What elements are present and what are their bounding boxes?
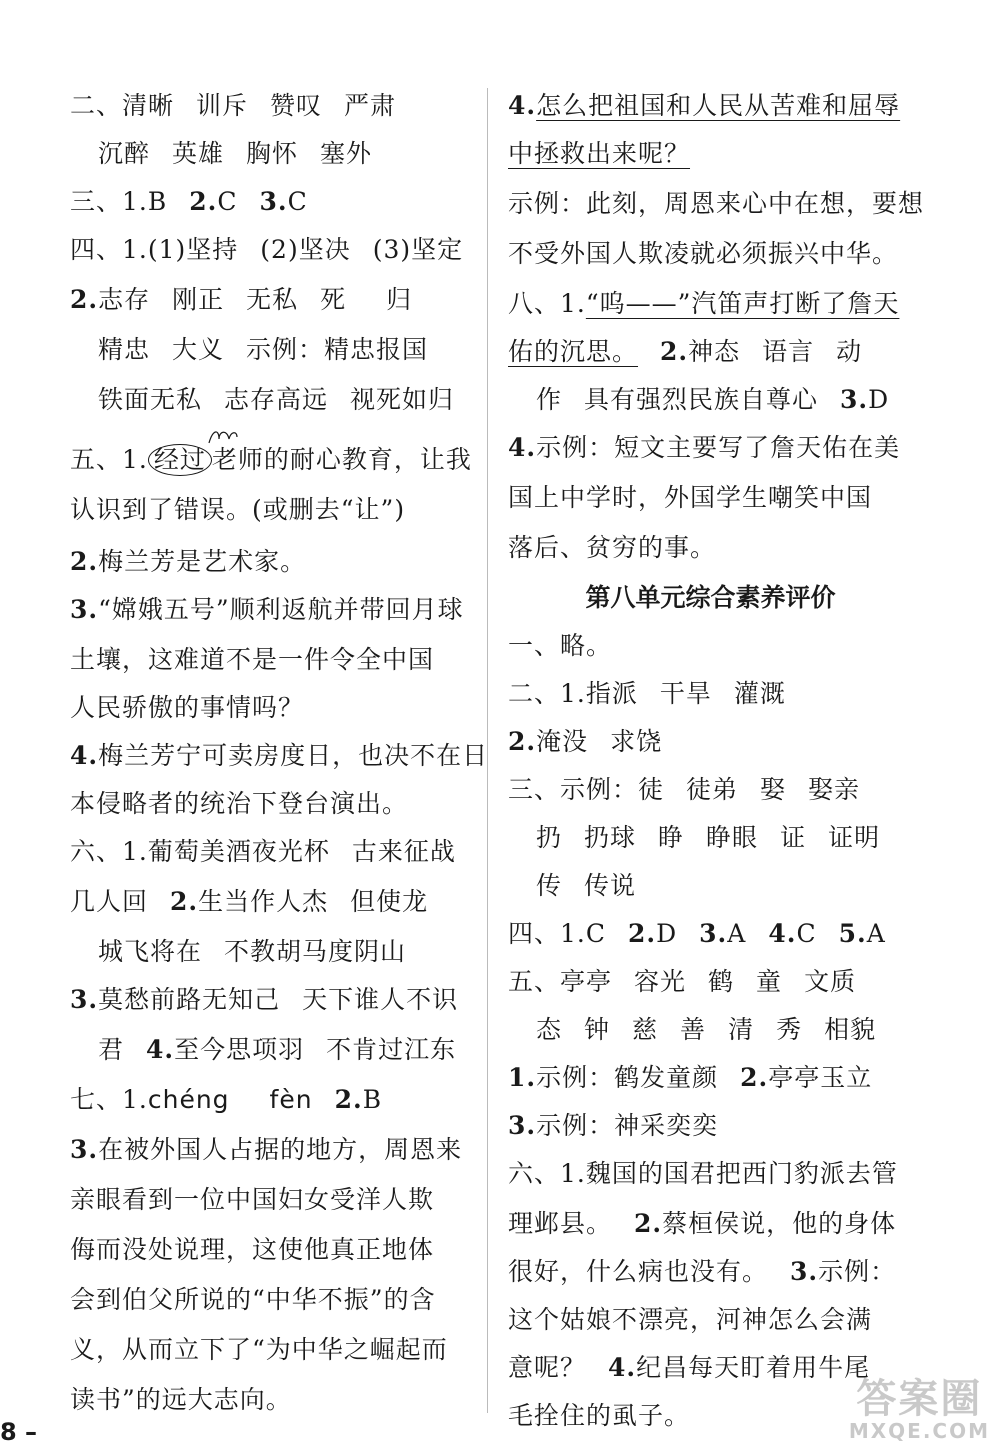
- answer-line: 3.“嫦娥五号”顺利返航并带回月球: [70, 595, 464, 624]
- answer-line: 精忠 大义 示例：精忠报国: [98, 335, 429, 364]
- answer-line: 六、1.魏国的国君把西门豹派去管: [508, 1159, 898, 1188]
- answer-line: 佑的沉思。 2.神态 语言 动: [508, 337, 863, 366]
- answer-line: 意呢？ 4.纪昌每天盯着用牛尾: [508, 1353, 871, 1382]
- answer-line: 沉醉 英雄 胸怀 塞外: [98, 139, 373, 168]
- answer-line: 一、略。: [508, 631, 613, 660]
- answer-line: 认识到了错误。(或删去“让”): [70, 495, 406, 524]
- answer-line: 中拯救出来呢？: [508, 139, 691, 168]
- answer-line: 作 具有强烈民族自尊心 3.D: [536, 385, 890, 414]
- answer-line: 人民骄傲的事情吗？: [70, 693, 305, 722]
- answer-line: 本侵略者的统治下登台演出。: [70, 789, 409, 818]
- answer-line: 传 传说: [536, 871, 637, 900]
- answer-line: 读书”的远大志向。: [70, 1385, 292, 1414]
- answer-line: 君 4.至今思项羽 不肯过江东: [98, 1035, 457, 1064]
- answer-line: 七、1.chéng fèn 2.B: [70, 1085, 383, 1114]
- answer-line: 会到伯父所说的“中华不振”的含: [70, 1285, 436, 1314]
- answer-line: 五、1. 经过 老师的耐心教育，让我: [70, 436, 472, 484]
- answer-line: 4.怎么把祖国和人民从苦难和屈辱: [508, 91, 901, 120]
- answer-line: 四、1.C 2.D 3.A 4.C 5.A: [508, 919, 886, 948]
- answer-line: 扔 扔球 睁 睁眼 证 证明: [536, 823, 881, 852]
- answer-line: 三、示例：徒 徒弟 娶 娶亲: [508, 775, 861, 804]
- answer-line: 二、1.指派 干旱 灌溉: [508, 679, 786, 708]
- watermark-logo: 答案圈 MXQE.COM: [848, 1376, 990, 1443]
- answer-line: 理邺县。 2.蔡桓侯说，他的身体: [508, 1209, 897, 1238]
- page-number: 8 –: [0, 1418, 38, 1446]
- answer-line: 四、1.(1)坚持 (2)坚决 (3)坚定: [70, 235, 464, 264]
- answer-line: 4.示例：短文主要写了詹天佑在美: [508, 433, 901, 462]
- section-heading: 第八单元综合素养评价: [585, 583, 836, 612]
- answer-line: 铁面无私 志存高远 视死如归: [98, 385, 455, 414]
- answer-line: 态 钟 慈 善 清 秀 相貌: [536, 1015, 877, 1044]
- answer-line: 义，从而立下了“为中华之崛起而: [70, 1335, 448, 1364]
- answer-line: 3.在被外国人占据的地方，周恩来: [70, 1135, 463, 1164]
- answer-line: 毛拴住的虱子。: [508, 1401, 691, 1430]
- answer-line: 土壤，这难道不是一件令全中国: [70, 645, 435, 674]
- answer-line: 国上中学时，外国学生嘲笑中国: [508, 483, 873, 512]
- answer-line: 2.淹没 求饶: [508, 727, 663, 756]
- answer-line: 不受外国人欺凌就必须振兴中华。: [508, 239, 899, 268]
- answer-line: 4.梅兰芳宁可卖房度日，也决不在日: [70, 741, 489, 770]
- answer-line: 侮而没处说理，这使他真正地体: [70, 1235, 435, 1264]
- answer-line: 三、1.B 2.C 3.C: [70, 187, 308, 216]
- answer-line: 城飞将在 不教胡马度阴山: [98, 937, 407, 966]
- answer-line: 二、清晰 训斥 赞叹 严肃: [70, 91, 397, 120]
- answer-line: 六、1.葡萄美酒夜光杯 古来征战: [70, 837, 456, 866]
- answer-line: 这个姑娘不漂亮，河神怎么会满: [508, 1305, 873, 1334]
- answer-line: 2.志存 刚正 无私 死 归: [70, 285, 413, 314]
- answer-line: 几人回 2.生当作人杰 但使龙: [70, 887, 429, 916]
- answer-line: 3.莫愁前路无知己 天下谁人不识: [70, 985, 459, 1014]
- answer-line: 示例：此刻，周恩来心中在想，要想: [508, 189, 925, 218]
- answer-line: 很好，什么病也没有。 3.示例：: [508, 1257, 897, 1286]
- answer-line: 1.示例：鹤发童颜 2.亭亭玉立: [508, 1063, 873, 1092]
- deletion-mark-icon: [207, 427, 239, 447]
- answer-line: 八、1.“呜——”汽笛声打断了詹天: [508, 289, 900, 318]
- answer-line: 亲眼看到一位中国妇女受洋人欺: [70, 1185, 435, 1214]
- answer-line: 落后、贫穷的事。: [508, 533, 717, 562]
- circled-word: 经过: [148, 444, 212, 476]
- answer-line: 五、亭亭 容光 鹤 童 文质: [508, 967, 857, 996]
- answer-line: 3.示例：神采奕奕: [508, 1111, 719, 1140]
- answer-line: 2.梅兰芳是艺术家。: [70, 547, 307, 576]
